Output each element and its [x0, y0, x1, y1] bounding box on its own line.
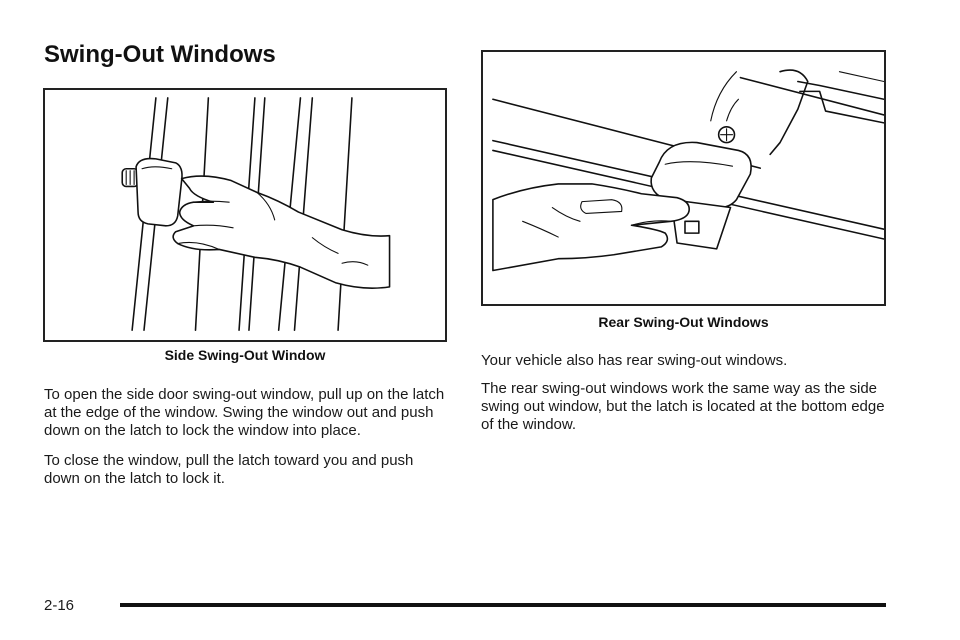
rear-window-illustration — [481, 50, 886, 306]
body-paragraph: Your vehicle also has rear swing-out windows. — [481, 352, 788, 369]
side-window-caption: Side Swing-Out Window — [164, 347, 326, 363]
body-paragraph: The rear swing-out windows work the same way as the side swing out window, but the latch is located at the bottom edge of the window. — [481, 380, 885, 433]
page-number: 2-16 — [44, 597, 75, 614]
body-paragraph: To open the side door swing-out window, pull up on the latch at the edge of the window. Swing the window out and push down on the latch to lock the window into place. — [44, 386, 445, 439]
side-window-illustration — [43, 88, 447, 342]
page-title: Swing-Out Windows — [44, 41, 276, 68]
body-paragraph: To close the window, pull the latch toward you and push down on the latch to lock it. — [44, 452, 414, 487]
rear-window-caption: Rear Swing-Out Windows — [598, 314, 769, 330]
footer-rule — [120, 603, 886, 607]
